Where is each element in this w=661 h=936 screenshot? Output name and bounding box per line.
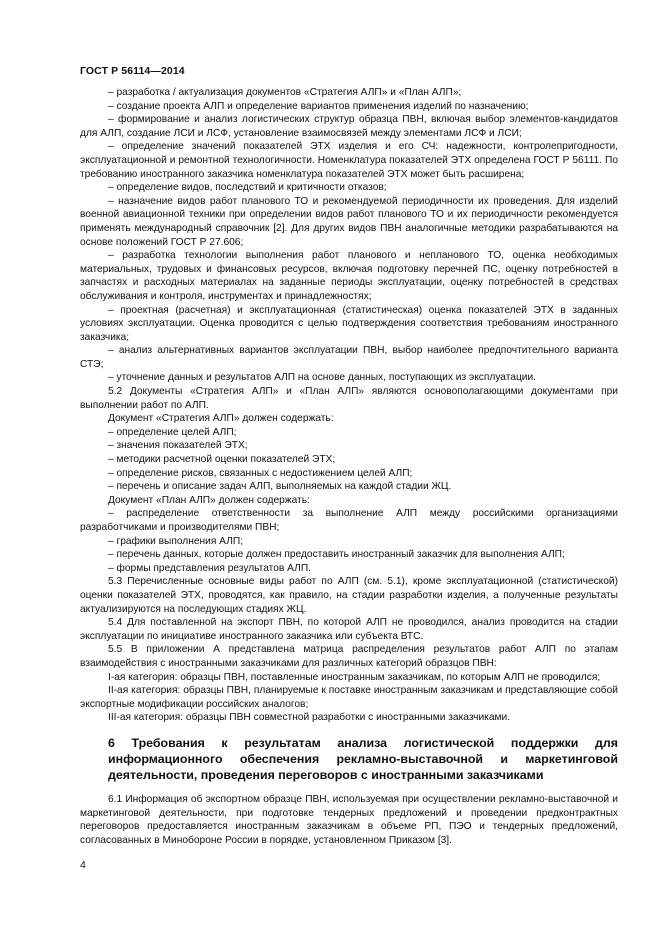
- paragraph: – анализ альтернативных вариантов эксплуатации ПВН, выбор наиболее предпочтительного варианта СТЭ;: [80, 345, 618, 370]
- paragraph: – формы представления результатов АЛП.: [108, 562, 311, 574]
- paragraph: – определение рисков, связанных с недостижением целей АЛП;: [108, 467, 413, 479]
- section-heading: 6 Требования к результатам анализа логистической поддержки для информационного обеспечения рекламно-выставочной и маркетинговой деятельности, проведения переговоров с иностранными заказчиками: [108, 735, 618, 782]
- page-number: 4: [80, 859, 86, 871]
- paragraph: – разработка / актуализация документов «Стратегия АЛП» и «План АЛП»;: [108, 87, 462, 98]
- paragraph: – определение видов, последствий и критичности отказов;: [108, 182, 387, 194]
- paragraph: 5.5 В приложении А представлена матрица распределения результатов работ АЛП по этапам взаимодействия с иностранными заказчиками для различных категорий образцов ПВН:: [80, 644, 618, 669]
- document-body: [80, 86, 618, 847]
- paragraph: – назначение видов работ планового ТО и рекомендуемой периодичности их проведения. Для изделий военной авиационной техники при определении видов работ планового ТО и их периодичности рекомендуется применять международный справочник [2]. Для других видов ПВН аналогичные методики разрабатываются на основе положений ГОСТ Р 27.606;: [80, 195, 618, 248]
- paragraph: – перечень данных, которые должен предоставить иностранный заказчик для выполнения АЛП;: [108, 549, 565, 561]
- paragraph-block-a: [80, 86, 618, 725]
- standard-header: ГОСТ Р 56114—2014: [80, 65, 185, 77]
- paragraph: III-ая категория: образцы ПВН совместной разработки с иностранными заказчиками.: [108, 712, 511, 724]
- paragraph: – формирование и анализ логистических структур образца ПВН, включая выбор элементов-кандидатов для АЛП, создание ЛСИ и ЛСФ, установление взаимосвязей между элементами ЛСФ и ЛСИ;: [80, 114, 618, 139]
- paragraph-block-b: [80, 793, 618, 847]
- paragraph: – распределение ответственности за выполнение АЛП между российскими организациями разработчиками и производителями ПВН;: [80, 508, 618, 533]
- paragraph: 6.1 Информация об экспортном образце ПВН, используемая при осуществлении рекламно-выставочной и маркетинговой деятельности, при подготовке тендерных предложений и проведении предконтрактных переговоров предоставляется иностранным заказчикам в объеме РП, ПЭО и тендерных предложений, согласованных в Минобороне России в порядке, установленном Приказом [3].: [80, 793, 618, 846]
- paragraph: – методики расчетной оценки показателей ЭТХ;: [108, 454, 336, 466]
- paragraph: – уточнение данных и результатов АЛП на основе данных, поступающих из эксплуатации.: [108, 372, 537, 384]
- paragraph: Документ «План АЛП» должен содержать:: [108, 494, 310, 506]
- paragraph: – проектная (расчетная) и эксплуатационная (статистическая) оценка показателей ЭТХ в заданных условиях эксплуатации. Оценка проводится с целью подтверждения соответствия требованиям иностранного заказчика;: [80, 304, 618, 343]
- paragraph: – определение значений показателей ЭТХ изделия и его СЧ: надежности, контролепригодности, эксплуатационной и ремонтной технологичности. Номенклатура показателей ЭТХ определена ГОСТ Р 56111. По требованию иностранного заказчика номенклатура показателей ЭТХ может быть расширена;: [80, 141, 618, 180]
- paragraph: – графики выполнения АЛП;: [108, 535, 244, 547]
- paragraph: 5.3 Перечисленные основные виды работ по АЛП (см. 5.1), кроме эксплуатационной (статистической) оценки показателей ЭТХ, проводятся, как правило, на стадии разработки изделия, а полученные результаты актуализируются на последующих стадиях ЖЦ.: [80, 576, 618, 615]
- paragraph: – создание проекта АЛП и определение вариантов применения изделий по назначению;: [108, 100, 529, 112]
- paragraph: I-ая категория: образцы ПВН, поставленные иностранным заказчикам, по которым АЛП не проводился;: [108, 671, 601, 683]
- paragraph: – значения показателей ЭТХ;: [108, 440, 248, 452]
- paragraph: – разработка технологии выполнения работ планового и непланового ТО, оценка необходимых материальных, трудовых и финансовых ресурсов, включая подготовку перечней ПС, оценку потребностей в запчастях и расходных материалах на заданные периоды эксплуатации, оценку потребностей в средствах обслуживания и контроля, инструментах и принадлежностях;: [80, 250, 618, 302]
- paragraph: – определение целей АЛП;: [108, 426, 237, 438]
- paragraph: Документ «Стратегия АЛП» должен содержать:: [108, 413, 334, 425]
- paragraph: 5.2 Документы «Стратегия АЛП» и «План АЛП» являются основополагающими документами при выполнении работ по АЛП.: [80, 386, 618, 411]
- paragraph: 5.4 Для поставленной на экспорт ПВН, по которой АЛП не проводился, анализ проводится на стадии эксплуатации по инициативе иностранного заказчика или субъекта ВТС.: [80, 617, 618, 642]
- paragraph: II-ая категория: образцы ПВН, планируемые к поставке иностранным заказчикам и представляющие собой экспортные модификации российских аналогов;: [80, 685, 618, 710]
- paragraph: – перечень и описание задач АЛП, выполняемых на каждой стадии ЖЦ.: [108, 481, 452, 493]
